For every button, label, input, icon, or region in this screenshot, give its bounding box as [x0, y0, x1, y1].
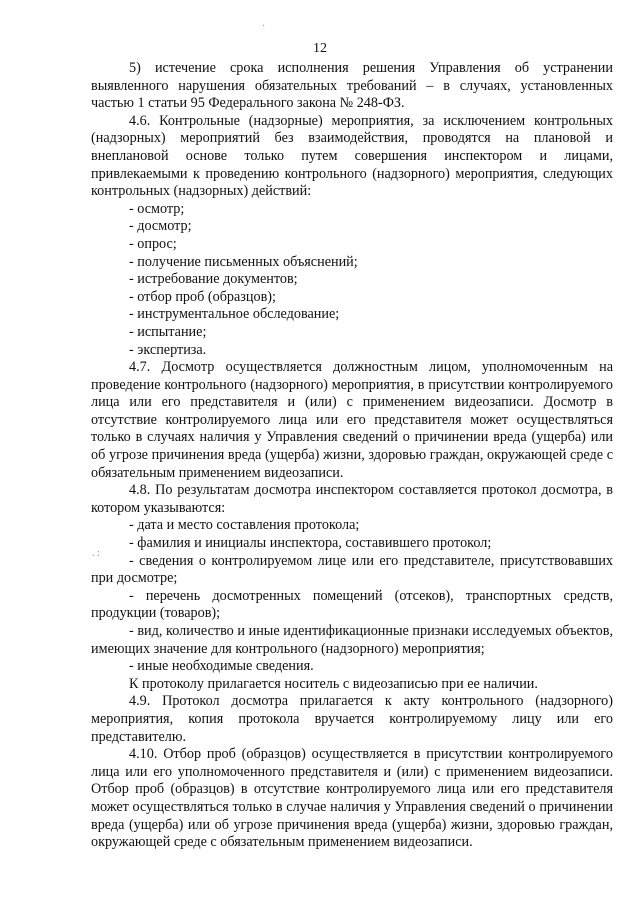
list-item: - истребование документов; [129, 271, 298, 288]
list-item: - опрос; [129, 235, 177, 252]
paragraph-4-6: 4.6. Контрольные (надзорные) мероприятия, за исключением контрольных (надзорных) мероприятий без взаимодействия, проводятся на плановой и внеплановой основе только путем совершения инспектором и лицами, привлекаемыми к проведению контрольного (надзорного) мероприятия, следующих контрольных (надзорных) действий: [91, 112, 613, 200]
list-item: - иные необходимые сведения. [129, 658, 314, 675]
list-item: - фамилия и инициалы инспектора, составившего протокол; [129, 535, 492, 552]
scan-speck: . : [92, 548, 100, 559]
page-number: 12 [313, 41, 327, 56]
paragraph-4-10: 4.10. Отбор проб (образцов) осуществляется в присутствии контролируемого лица или его уполномоченного представителя и (или) с применением видеозаписи. Отбор проб (образцов) в отсутствие контролируемого лица или его представителя может осуществляться только в случае наличия у Управления сведений о причинении вреда (ущерба) или об угрозе причинения вреда (ущерба) жизни, здоровью граждан, окружающей среде с обязательным применением видеозаписи. [91, 746, 613, 851]
list-item: - перечень досмотренных помещений (отсеков), транспортных средств, продукции (товаров); [91, 587, 613, 622]
paragraph-item-5: 5) истечение срока исполнения решения Управления об устранении выявленного нарушения обязательных требований – в случаях, установленных частью 1 статьи 95 Федерального закона № 248-ФЗ. [91, 60, 613, 112]
list-item: - экспертиза. [129, 341, 207, 358]
list-item: - отбор проб (образцов); [129, 288, 276, 305]
list-item: - получение письменных объяснений; [129, 253, 358, 270]
document-body [91, 60, 613, 852]
paragraph-4-9: 4.9. Протокол досмотра прилагается к акту контрольного (надзорного) мероприятия, копия протокола вручается контролируемому лицу или его представителю. [91, 693, 613, 745]
paragraph-4-8: 4.8. По результатам досмотра инспектором составляется протокол досмотра, в котором указываются: [91, 482, 613, 516]
list-item: - дата и место составления протокола; [129, 517, 360, 534]
paragraph-4-7: 4.7. Досмотр осуществляется должностным лицом, уполномоченным на проведение контрольного (надзорного) мероприятия, в присутствии контролируемого лица или его представителя и (или) с применением видеозаписи. Досмотр в отсутствие контролируемого лица или его представителя может осуществляться только в случаях наличия у Управления сведений о причинении вреда (ущерба) или об угрозе причинения вреда (ущерба) жизни, здоровью граждан, окружающей среде с обязательным применением видеозаписи. [91, 359, 613, 481]
list-item: - испытание; [129, 323, 207, 340]
list-item: - инструментальное обследование; [129, 306, 340, 323]
list-item: - сведения о контролируемом лице или его представителе, присутствовавших при досмотре; [91, 552, 613, 587]
list-item: - осмотр; [129, 200, 185, 217]
list-item: - вид, количество и иные идентификационные признаки исследуемых объектов, имеющих значение для контрольного (надзорного) мероприятия; [91, 623, 613, 657]
list-item: - досмотр; [129, 218, 192, 235]
paragraph-protocol-note: К протоколу прилагается носитель с видеозаписью при ее наличии. [129, 675, 538, 692]
scan-speck: · [262, 21, 266, 32]
